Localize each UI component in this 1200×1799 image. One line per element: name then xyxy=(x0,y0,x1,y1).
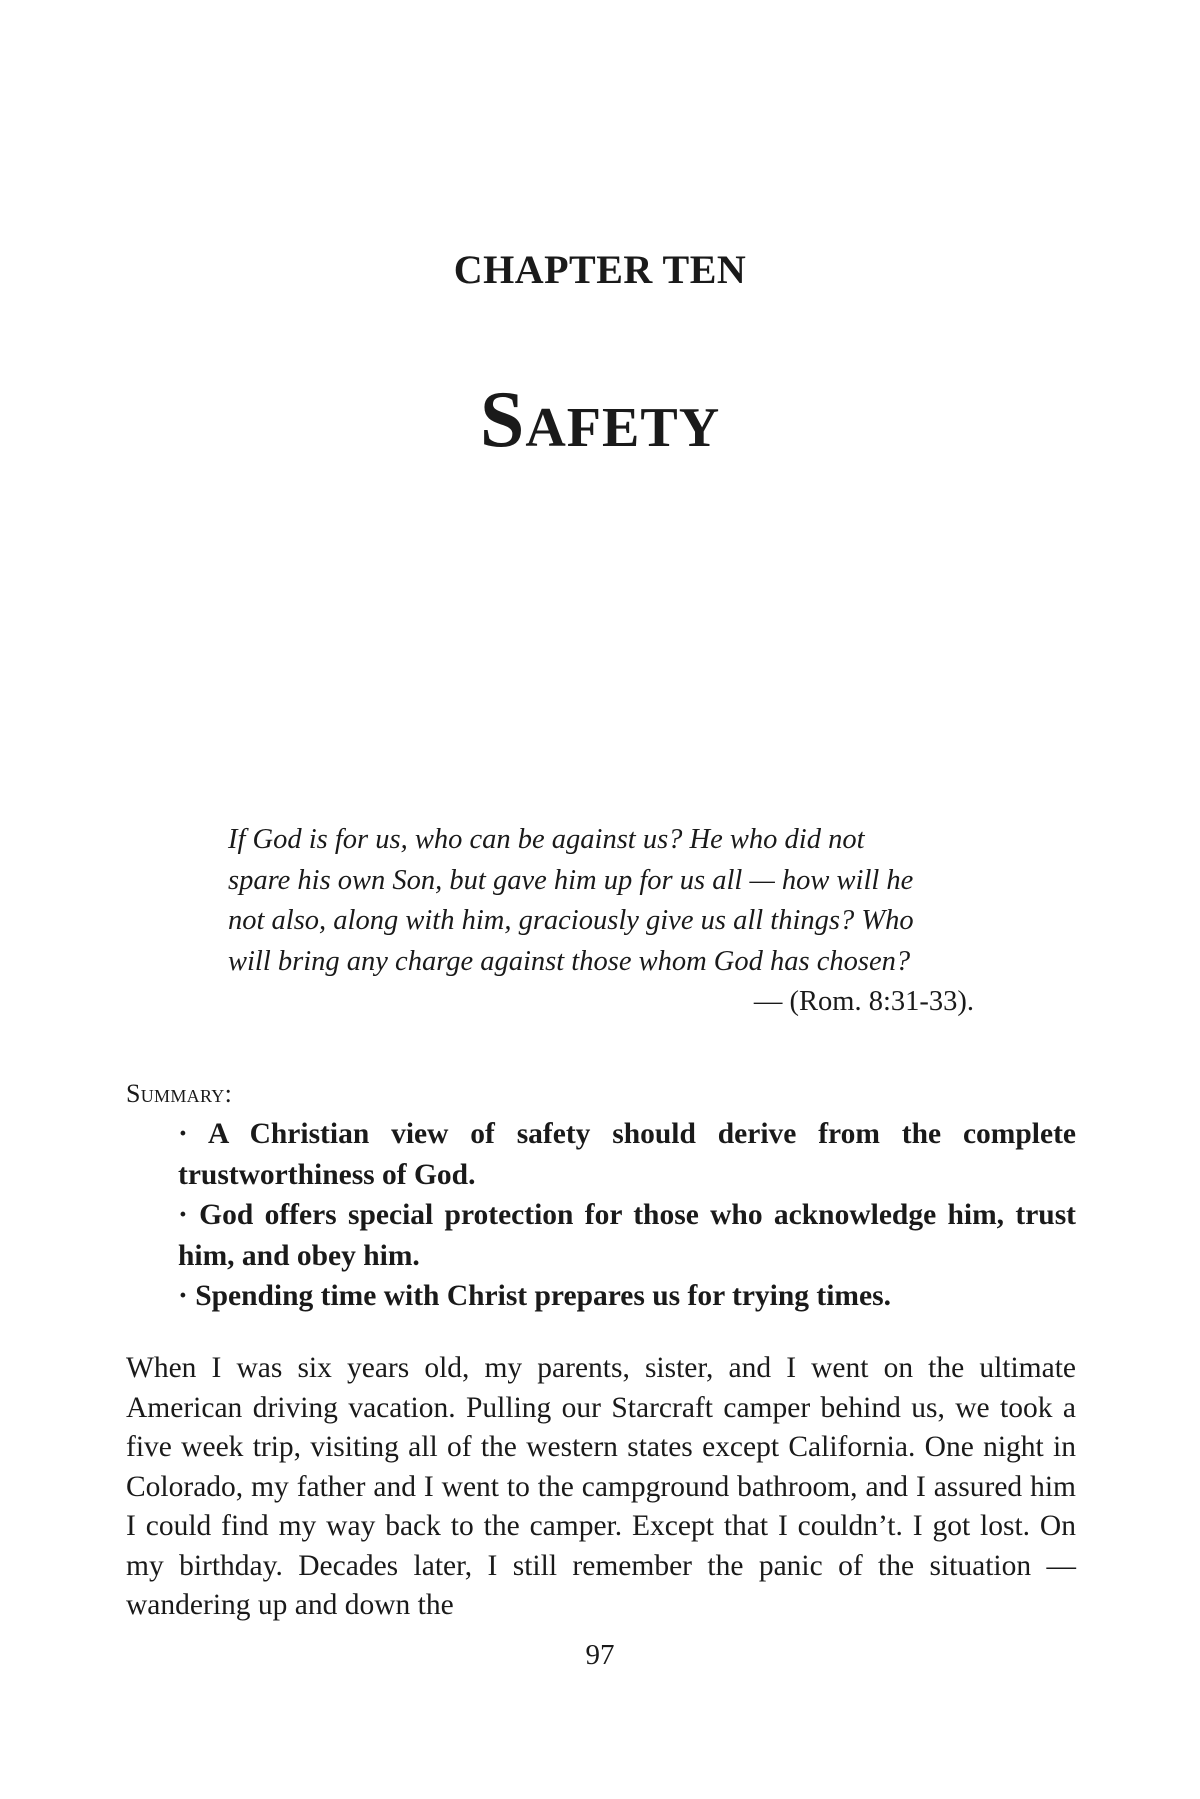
epigraph xyxy=(228,820,976,1023)
summary-list xyxy=(126,1114,1076,1317)
epigraph-line: If God is for us, who can be against us? He who did not xyxy=(228,824,865,855)
epigraph-citation: — (Rom. 8:31-33). xyxy=(753,986,974,1017)
summary-item: · God offers special protection for those who acknowledge him, trust him, and obey him. xyxy=(178,1199,1076,1272)
page-number: 97 xyxy=(585,1639,615,1671)
epigraph-line: spare his own Son, but gave him up for us all — how will he xyxy=(228,864,914,896)
summary-section xyxy=(126,1076,1076,1317)
chapter-label: CHAPTER TEN xyxy=(453,247,747,292)
summary-heading: Summary: xyxy=(126,1079,233,1108)
body-paragraph: When I was six years old, my parents, sister, and I went on the ultimate American driving vacation. Pulling our Starcraft camper behind us, we took a five week trip, visiting all of the western states except California. One night in Colorado, my father and I went to the campground bathroom, and I assured him I could find my way back to the camper. Except that I couldn’t. I got lost. On my birthday. Decades later, I still remember the panic of the situation — wandering up and down the xyxy=(126,1352,1076,1621)
summary-item: · Spending time with Christ prepares us for trying times. xyxy=(178,1280,891,1312)
summary-item: · A Christian view of safety should derive from the complete trustworthiness of God. xyxy=(178,1118,1076,1191)
chapter-title: Safety xyxy=(479,376,721,464)
epigraph-line: not also, along with him, graciously give us all things? Who xyxy=(228,905,914,936)
epigraph-line: will bring any charge against those whom God has chosen? xyxy=(228,945,911,977)
